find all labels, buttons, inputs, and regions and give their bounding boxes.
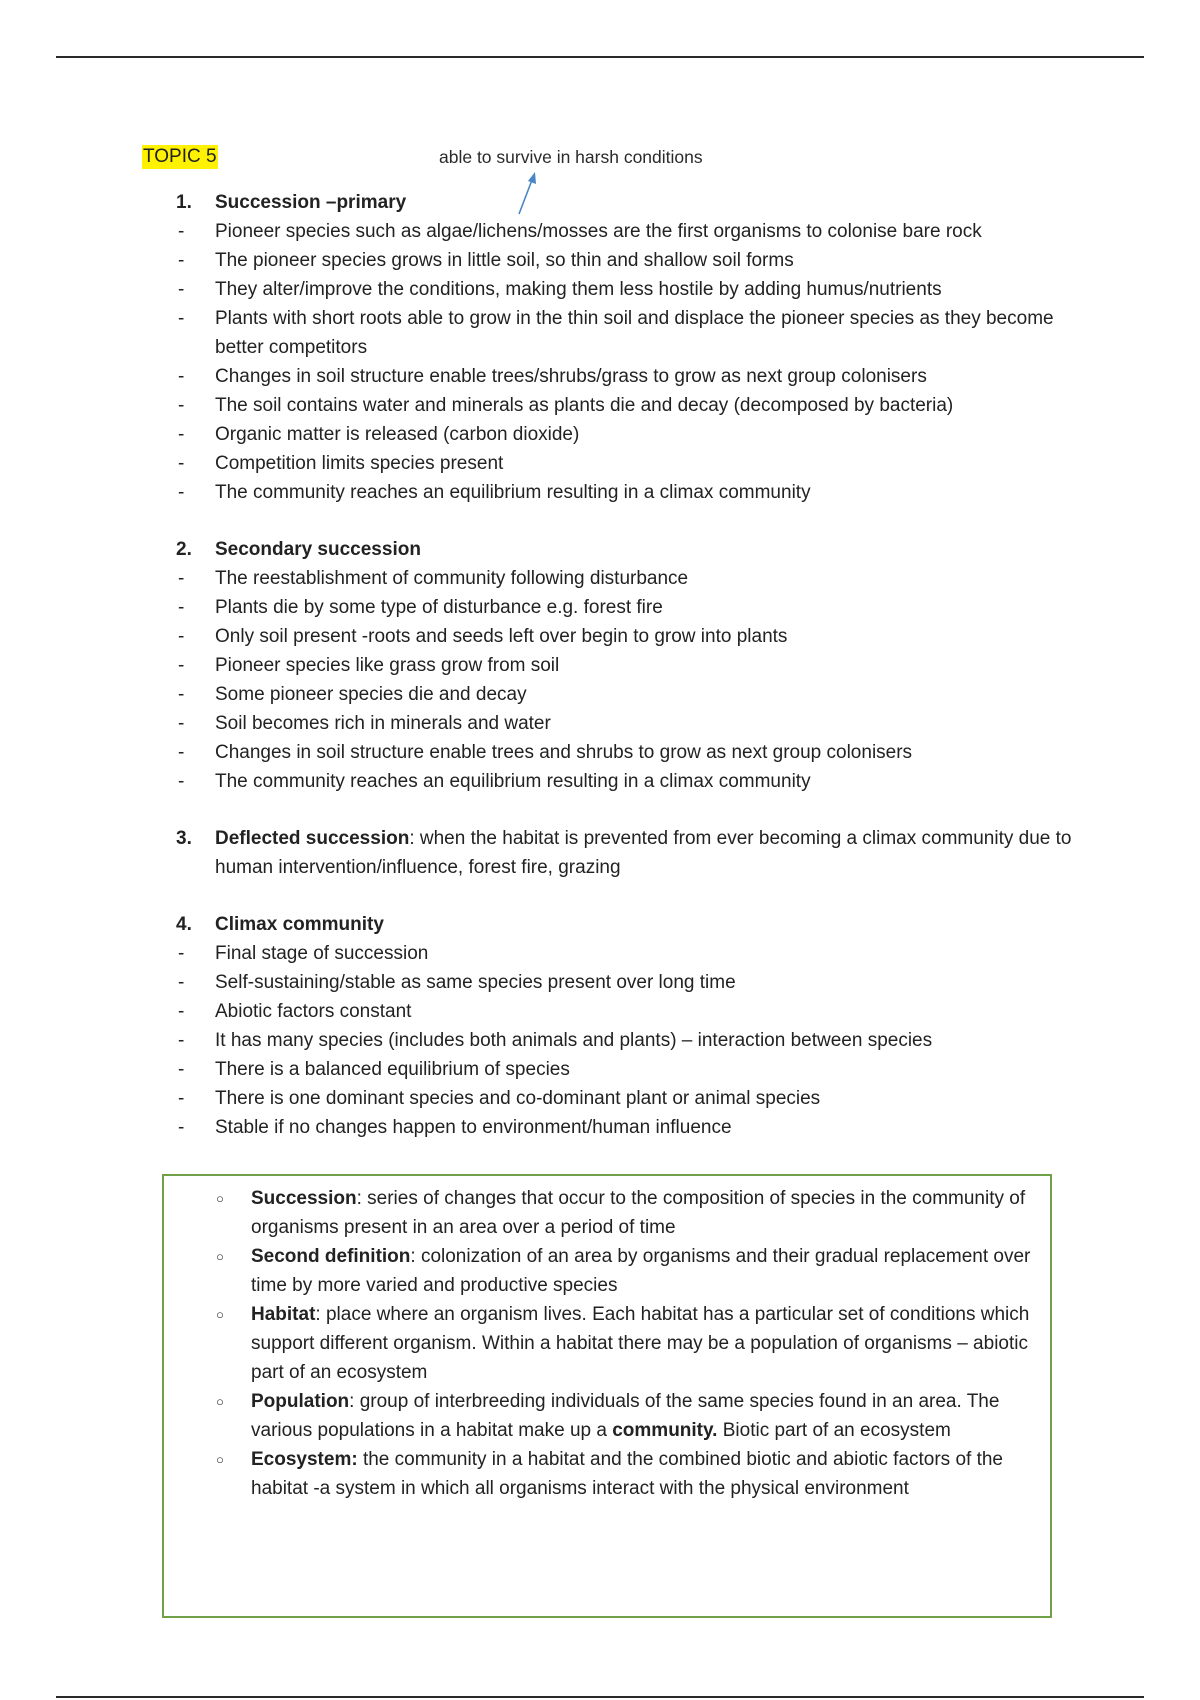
list-item: - Soil becomes rich in minerals and water [178,713,551,734]
list-item: - The soil contains water and minerals as plants die and decay (decomposed by bacteria) [178,395,954,416]
section-number: 4. [176,914,192,935]
list-item: - Only soil present -roots and seeds left over begin to grow into plants [178,626,788,647]
section-body [215,824,1076,882]
list-item: - It has many species (includes both animals and plants) – interaction between species [178,1030,933,1051]
margin-annotation: able to survive in harsh conditions [439,147,703,167]
section-title: Deflected succession [215,828,410,849]
section-climax-community [176,910,1076,1142]
bottom-rule [56,1696,1144,1698]
list-item: - Changes in soil structure enable trees/shrubs/grass to grow as next group colonisers [178,366,927,387]
circle-bullet-icon: ○ [216,1191,224,1206]
definition-term: Ecosystem: [251,1449,358,1470]
definitions-list [214,1184,1044,1503]
circle-bullet-icon: ○ [216,1249,224,1264]
definition-term: Population [251,1391,350,1412]
definition-bold-word: community. [612,1420,718,1441]
section-number: 1. [176,192,192,213]
circle-bullet-icon: ○ [216,1452,224,1467]
section-description: : when the habitat is prevented from ever becoming a climax community due to human intervention/influence, forest fire, grazing [215,828,1072,878]
section-title: Succession –primary [215,192,407,213]
circle-bullet-icon: ○ [216,1394,224,1409]
definition-term: Second definition [251,1246,411,1267]
list-item: - There is a balanced equilibrium of species [178,1059,570,1080]
definition-term: Habitat [251,1304,316,1325]
definition-item [214,1242,1044,1300]
list-item: - Final stage of succession [178,943,429,964]
definition-text: : group of interbreeding individuals of the same species found in an area. The various populations in a habitat make up a [251,1391,1000,1441]
list-item: - The community reaches an equilibrium resulting in a climax community [178,771,811,792]
section-title: Secondary succession [215,539,421,560]
list-item: - Stable if no changes happen to environment/human influence [178,1117,732,1138]
section-title: Climax community [215,914,384,935]
list-item: - Plants with short roots able to grow in the thin soil and displace the pioneer species as they become better competitors [178,308,1054,358]
section-number: 3. [176,828,192,849]
circle-bullet-icon: ○ [216,1307,224,1322]
list-item: - There is one dominant species and co-dominant plant or animal species [178,1088,821,1109]
definition-item [214,1300,1044,1387]
definition-text-after: Biotic part of an ecosystem [717,1420,951,1441]
list-item: - The community reaches an equilibrium resulting in a climax community [178,482,811,503]
definition-text: : series of changes that occur to the composition of species in the community of organisms present in an area over a period of time [251,1188,1026,1238]
section-secondary-succession [176,535,1076,796]
list-item: - Plants die by some type of disturbance e.g. forest fire [178,597,663,618]
list-item: - Self-sustaining/stable as same species present over long time [178,972,736,993]
list-item: - Abiotic factors constant [178,1001,412,1022]
list-item: - Organic matter is released (carbon dioxide) [178,424,580,445]
definition-text: the community in a habitat and the combined biotic and abiotic factors of the habitat -a system in which all organisms interact with the physical environment [251,1449,1003,1499]
list-item: - The pioneer species grows in little soil, so thin and shallow soil forms [178,250,794,271]
definition-term: Succession [251,1188,357,1209]
definition-item [214,1387,1044,1445]
section-heading [176,535,1076,564]
list-item: - They alter/improve the conditions, making them less hostile by adding humus/nutrients [178,279,942,300]
list-item: - The reestablishment of community following disturbance [178,568,689,589]
top-rule [56,56,1144,58]
list-item: - Changes in soil structure enable trees and shrubs to grow as next group colonisers [178,742,913,763]
section-primary-succession [176,188,1076,507]
section-deflected-succession [176,824,1076,882]
definition-item [214,1445,1044,1503]
list-item: - Some pioneer species die and decay [178,684,527,705]
section-heading [176,910,1076,939]
definition-text: : colonization of an area by organisms and their gradual replacement over time by more varied and productive species [251,1246,1031,1296]
list-item: - Competition limits species present [178,453,504,474]
section-heading [176,188,1076,217]
section-number: 2. [176,539,192,560]
definition-item [214,1184,1044,1242]
notes-content [176,188,1076,1142]
list-item: - Pioneer species such as algae/lichens/mosses are the first organisms to colonise bare rock [178,221,982,242]
section-heading [176,824,1076,882]
topic-label: TOPIC 5 [143,146,217,167]
list-item: - Pioneer species like grass grow from soil [178,655,560,676]
definition-text: : place where an organism lives. Each habitat has a particular set of conditions which support different organism. Within a habitat there may be a population of organisms – abiotic part of an ecosystem [251,1304,1030,1383]
